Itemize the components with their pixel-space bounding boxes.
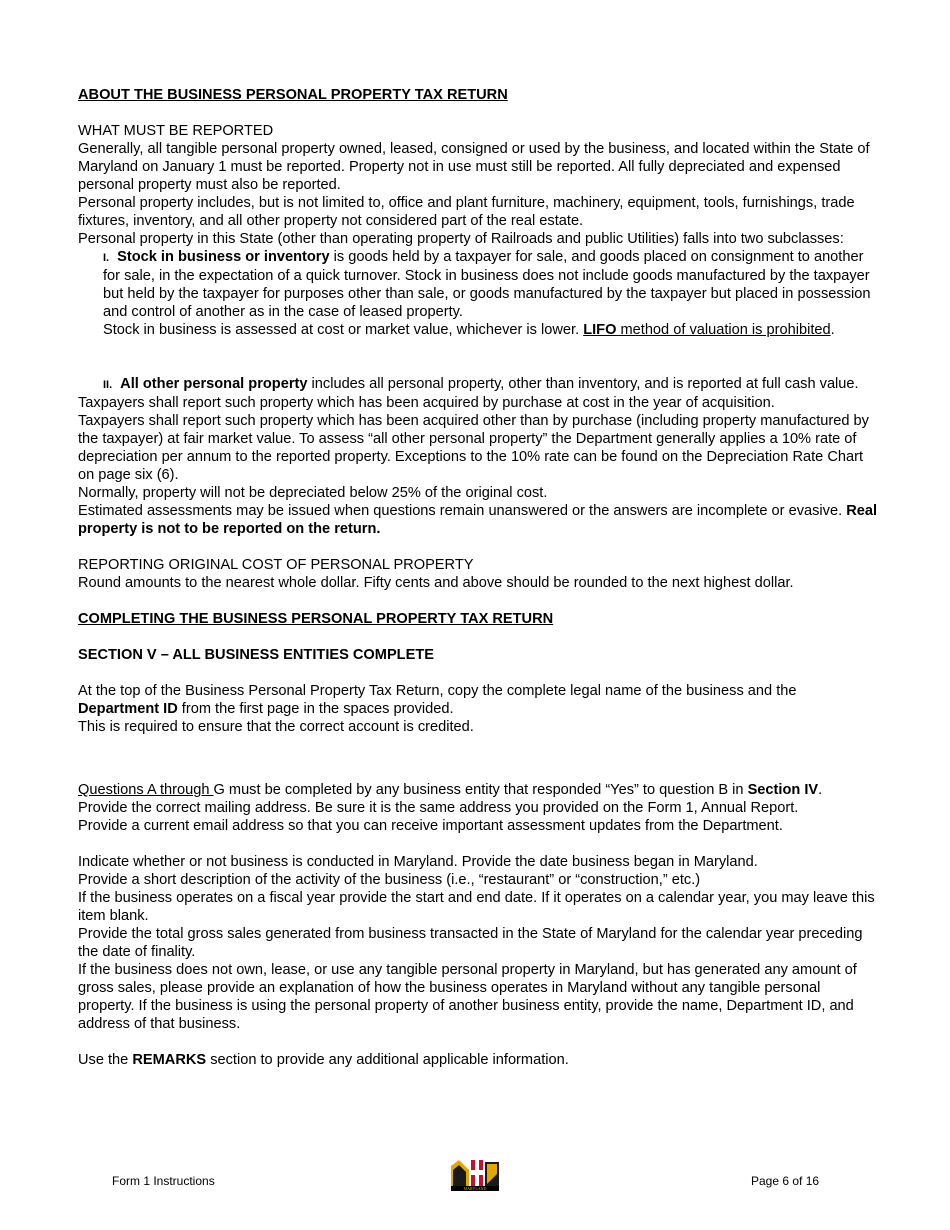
remarks-text: Use the [78,1052,133,1068]
real-property-note: Real property is not to be reported on the return. [78,503,878,537]
questions-text: G must be completed by any business entity that responded “Yes” to question B in [213,782,748,798]
maryland-logo-icon [449,1156,501,1192]
page-content [78,86,878,1069]
estimated-assessments-text: Estimated assessments may be issued when questions remain unanswered or the answers are incomplete or evasive. [78,503,847,519]
reporting-paragraph-7 [78,502,878,538]
list-item-other-property [103,375,878,394]
department-id-term: Department ID [78,701,178,717]
mailing-address-instruction: Provide the correct mailing address. Be sure it is the same address you provided on the Form 1, Annual Report. [78,800,799,816]
email-instruction: Provide a current email address so that you can receive important assessment updates from the Department. [78,818,783,834]
section-v-paragraph-2: This is required to ensure that the correct account is credited. [78,719,474,735]
no-property-instruction: If the business does not own, lease, or use any tangible personal property in Maryland, but has generated any amount of gross sales, please provide an explanation of how the business operates in Maryland without any tangible personal property. If the business is using the personal property of another business entity, provide the name, Department ID, and address of that business. [78,962,857,1032]
inventory-assessment: Stock in business is assessed at cost or market value, whichever is lower. [103,322,584,338]
other-property-term: All other personal property [120,376,308,392]
lifo-prohibited [583,322,830,338]
section-v-heading: SECTION V – ALL BUSINESS ENTITIES COMPLETE [78,647,434,663]
list-item-inventory [103,248,878,339]
legal-name-text-end: from the first page in the spaces provided. [177,701,454,717]
period: . [818,782,823,798]
remarks-instruction [78,1051,878,1069]
section-v-paragraph-1 [78,682,878,718]
questions-underlined: Questions A through [78,782,214,798]
remarks-term: REMARKS [132,1052,207,1068]
footer-page-number: Page 6 of 16 [751,1174,820,1188]
inventory-term: Stock in business or inventory [117,249,330,265]
conducted-instruction: Indicate whether or not business is conducted in Maryland. Provide the date business began in Maryland. [78,854,758,870]
section-iv-term: Section IV [747,782,819,798]
reporting-paragraph-5: Taxpayers shall report such property which has been acquired other than by purchase (including property manufactured by the taxpayer) at fair market value. To assess “all other personal property” the Department generally applies a 10% rate of depreciation per annum to the reported property. Exceptions to the 10% rate can be found on the Depreciation Rate Chart on page six (6). [78,413,869,483]
other-property-definition: includes all personal property, other than inventory, and is reported at full cash value. [307,376,859,392]
reporting-paragraph-2: Personal property includes, but is not limited to, office and plant furniture, machinery, equipment, tools, furnishings, trade fixtures, inventory, and all other property not considered part of the real estate. [78,195,855,229]
questions-paragraph [78,781,878,799]
lifo-rest: method of valuation is prohibited [616,322,831,338]
reporting-paragraph-4: Taxpayers shall report such property which has been acquired by purchase at cost in the year of acquisition. [78,395,775,411]
period: . [830,322,835,338]
legal-name-text: At the top of the Business Personal Property Tax Return, copy the complete legal name of the business and the [78,683,797,699]
remarks-text-end: section to provide any additional applicable information. [206,1052,569,1068]
original-cost-heading: REPORTING ORIGINAL COST OF PERSONAL PROPERTY [78,557,474,573]
roman-numeral: I. [103,252,110,264]
lifo-term: LIFO [583,322,617,338]
inventory-definition: is goods held by a taxpayer for sale, and goods placed on consignment to another for sale, in the expectation of a quick turnover. Stock in business does not include goods manufactured by the taxpayer but held by the taxpayer for purposes other than sale, or goods manufactured by the taxpayer but placed in possession and control of another as in the case of leased property. [103,249,871,320]
reporting-paragraph-1: Generally, all tangible personal property owned, leased, consigned or used by the business, and located within the State of Maryland on January 1 must be reported. Property not in use must still be reported. All fully depreciated and expensed personal property must also be reported. [78,141,870,193]
roman-numeral: II. [103,379,113,391]
footer-form-label: Form 1 Instructions [112,1174,215,1188]
reporting-paragraph-3: Personal property in this State (other than operating property of Railroads and public Utilities) falls into two subclasses: [78,231,844,247]
activity-instruction: Provide a short description of the activity of the business (i.e., “restaurant” or “construction,” etc.) [78,872,701,888]
logo-text: MARYLAND [463,1186,487,1192]
gross-sales-instruction: Provide the total gross sales generated from business transacted in the State of Maryland for the calendar year preceding the date of finality. [78,926,863,960]
about-heading: ABOUT THE BUSINESS PERSONAL PROPERTY TAX RETURN [78,87,508,103]
fiscal-year-instruction: If the business operates on a fiscal year provide the start and end date. If it operates on a calendar year, you may leave this item blank. [78,890,875,924]
original-cost-text: Round amounts to the nearest whole dollar. Fifty cents and above should be rounded to the next highest dollar. [78,575,794,591]
completing-heading: COMPLETING THE BUSINESS PERSONAL PROPERTY TAX RETURN [78,611,554,627]
reporting-paragraph-6: Normally, property will not be depreciated below 25% of the original cost. [78,485,548,501]
what-must-be-reported-heading: WHAT MUST BE REPORTED [78,123,274,139]
